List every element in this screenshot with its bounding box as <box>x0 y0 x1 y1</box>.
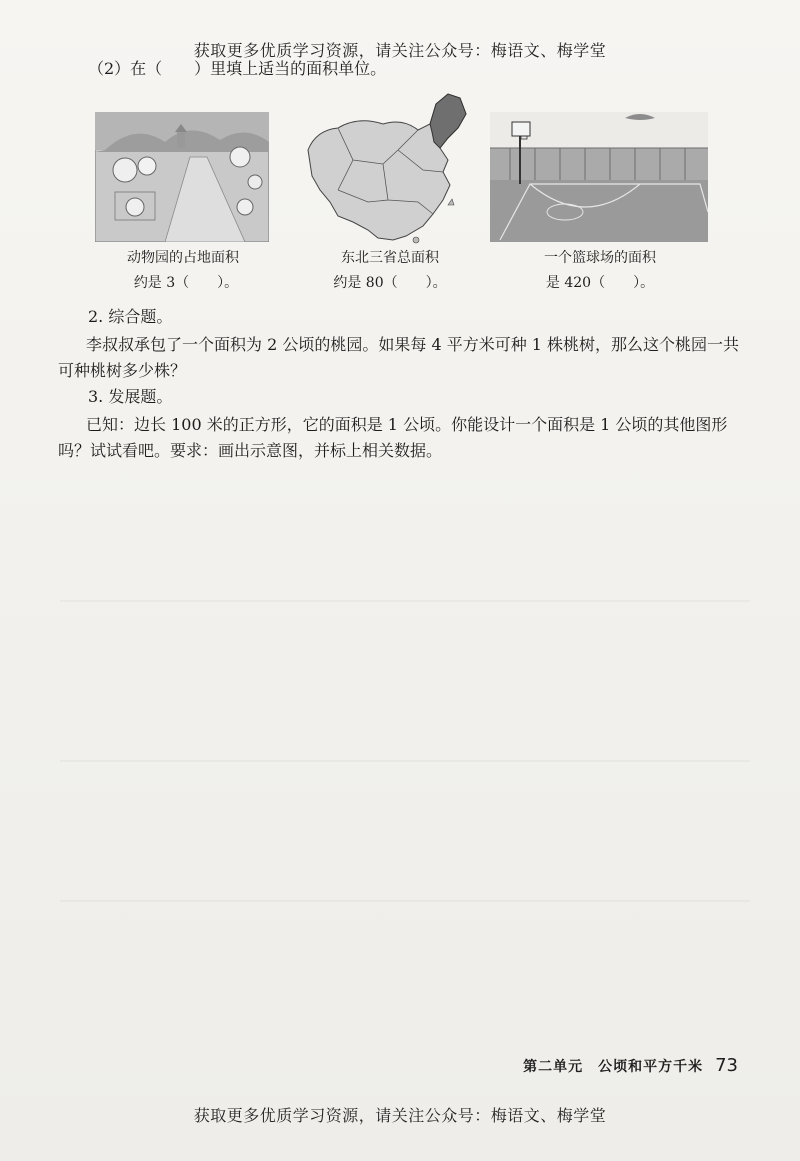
caption-zoo-line1: 动物园的占地面积 <box>127 250 239 266</box>
caption-court-line1: 一个篮球场的面积 <box>544 250 656 266</box>
china-map <box>298 90 483 245</box>
basketball-court <box>490 112 708 242</box>
caption-zoo-line2: 约是 3（ ）。 <box>133 275 239 291</box>
caption-zoo <box>100 246 266 296</box>
show-through-line <box>60 600 750 602</box>
caption-map-line1: 东北三省总面积 <box>341 250 439 266</box>
unit-title: 第二单元 公顷和平方千米 <box>523 1059 704 1075</box>
caption-map-line2: 约是 80（ ）。 <box>333 275 447 291</box>
watermark-top: 获取更多优质学习资源，请关注公众号：梅语文、梅学堂 <box>193 41 607 60</box>
question-2: （2）在（ ）里填上适当的面积单位。 <box>88 59 387 78</box>
section-3-title: 3. 发展题。 <box>88 387 173 406</box>
zoo-illustration <box>95 112 269 242</box>
page-number: 73 <box>715 1055 738 1076</box>
section-2-text: 李叔叔承包了一个面积为 2 公顷的桃园。如果每 4 平方米可种 1 株桃树，那么这个桃园一共可种桃树多少株？ <box>58 335 740 380</box>
section-3-text: 已知：边长 100 米的正方形，它的面积是 1 公顷。你能设计一个面积是 1 公顷的其他图形吗？试试看吧。要求：画出示意图，并标上相关数据。 <box>58 415 728 460</box>
show-through-line <box>60 760 750 762</box>
caption-map <box>300 246 480 296</box>
page-footer <box>523 1055 738 1076</box>
section-2-title: 2. 综合题。 <box>88 307 173 326</box>
watermark-bottom: 获取更多优质学习资源，请关注公众号：梅语文、梅学堂 <box>193 1106 607 1125</box>
caption-court <box>500 246 700 296</box>
show-through-line <box>60 900 750 902</box>
caption-court-line2: 是 420（ ）。 <box>545 275 655 291</box>
